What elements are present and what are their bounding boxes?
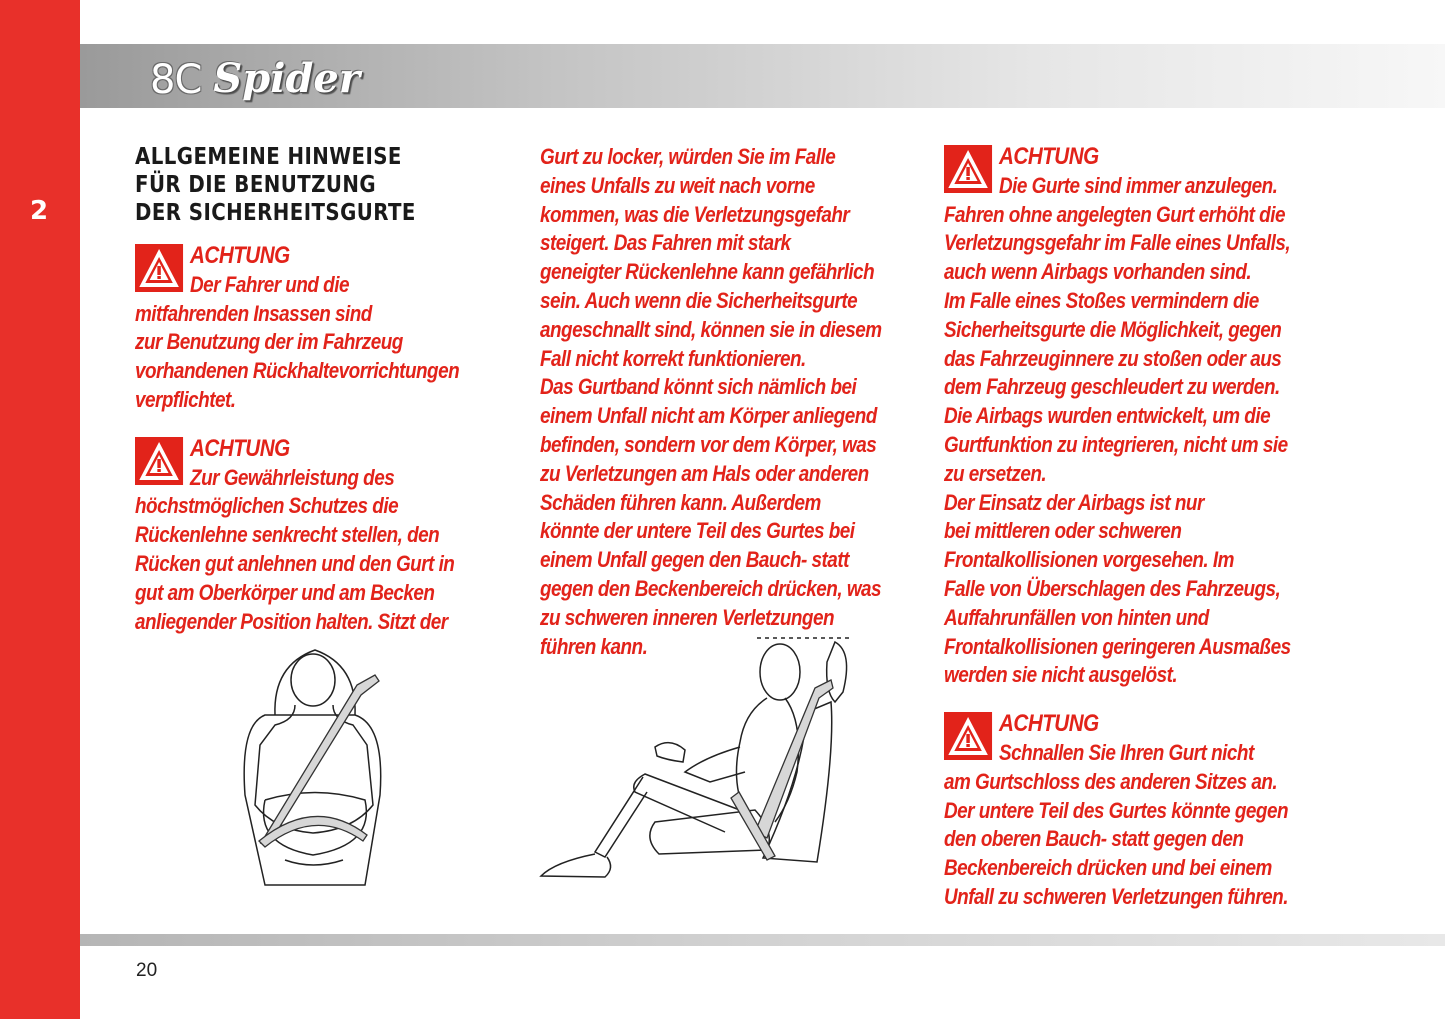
logo-main: 8C [150,57,202,103]
warning-triangle-icon [944,145,992,193]
column-3 [944,143,1322,932]
logo [150,52,360,102]
footer-band [80,934,1445,946]
column-1 [135,143,488,656]
section-heading: ALLGEMEINE HINWEISE FÜR DIE BENUTZUNG DER SICHERHEITSGURTE [135,144,416,226]
warning-triangle-icon [135,437,183,485]
seatbelt-side-illustration [535,632,855,892]
warning-triangle-icon [944,712,992,760]
page-number: 20 [136,960,158,981]
chapter-sidebar [0,0,80,1019]
warning-block: ACHTUNG Schnallen Sie Ihren Gurt nicht am Gurtschloss des anderen Sitzes an. Der untere Teil des Gurtes könnte gegen den oberen Bauch- statt gegen den Beckenbereich drücken und bei einem Unfall zu schweren Verletzungen führen. [944,710,1322,912]
warning-triangle-icon [135,244,183,292]
warning-block: ACHTUNG Die Gurte sind immer anzulegen. Fahren ohne angelegten Gurt erhöht die Verletzungsgefahr im Falle eines Unfalls, auch wenn Airbags vorhanden sind. Im Falle eines Stoßes vermindern die Sicherheitsgurte die Möglichkeit, gegen das Fahrzeuginnere zu stoßen oder aus dem Fahrzeug geschleudert zu werden. Die Airbags wurden entwickelt, um die Gurtfunktion zu integrieren, nicht um sie zu ersetzen. Der Einsatz der Airbags ist nur bei mittleren oder schweren Frontalkollisionen vorgesehen. Im Falle von Überschlagen des Fahrzeugs, Auffahrunfällen von hinten und Frontalkollisionen geringeren Ausmaßes werden sie nicht ausgelöst. [944,143,1322,690]
warning-title: ACHTUNG [190,242,290,269]
warning-title: ACHTUNG [999,710,1099,738]
warning-block: ACHTUNG Der Fahrer und die mitfahrenden Insassen sind zur Benutzung der im Fahrzeug vorhandenen Rückhaltevorrichtungen verpflichtet. [135,242,488,415]
logo-script: Spider [213,55,360,102]
warning-title: ACHTUNG [999,143,1099,170]
seatbelt-front-illustration [235,645,395,890]
chapter-number: 2 [30,196,49,226]
warning-title: ACHTUNG [190,434,290,462]
column-2: Gurt zu locker, würden Sie im Falle eines Unfalls zu weit nach vorne kommen, was die Verletzungsgefahr steigert. Das Fahren mit stark geneigter Rückenlehne kann gefährlich sein. Auch wenn die Sicherheitsgurte angeschnallt sind, können sie in diesem Fall nicht korrekt funktionieren. Das Gurtband könnt sich nämlich bei einem Unfall nicht am Körper anliegend befinden, sondern vor dem Körper, was zu Verletzungen am Hals oder anderen Schäden führen kann. Außerdem könnte der untere Teil des Gurtes bei einem Unfall gegen den Bauch- statt gegen den Beckenbereich drücken, was zu schweren inneren Verletzungen führen kann. [540,144,882,659]
warning-block: ACHTUNG Zur Gewährleistung des höchstmöglichen Schutzes die Rückenlehne senkrecht stellen, den Rücken gut anlehnen und den Gurt in gut am Oberkörper und am Becken anliegender Position halten. Sitzt der [135,435,488,637]
